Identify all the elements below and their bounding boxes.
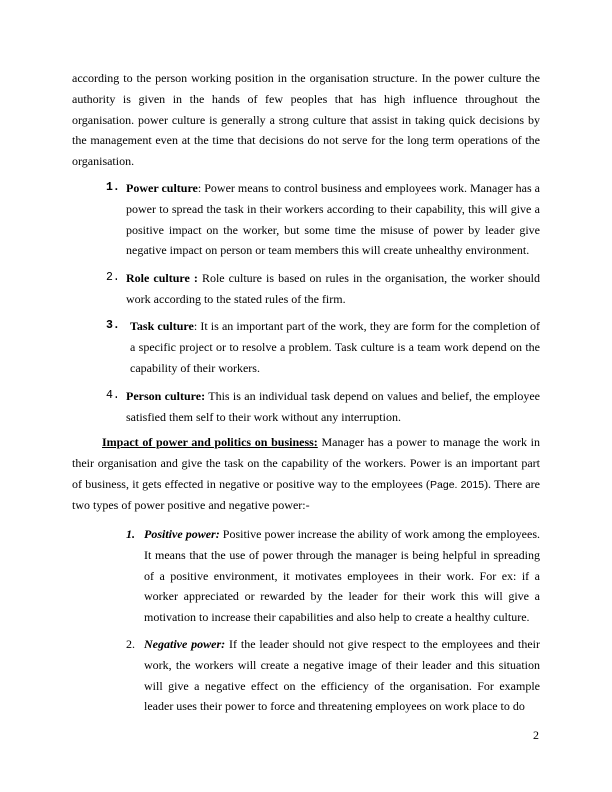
culture-number: 2. xyxy=(106,271,120,284)
culture-title: Role culture : xyxy=(126,271,198,285)
culture-title: Power culture xyxy=(126,181,198,195)
culture-separator: : xyxy=(197,181,205,195)
power-title: Negative power: xyxy=(144,637,226,651)
culture-text: Power means to control business and employees work. Manager has a power to spread the task in their workers according to their capability, this will give a positive impact on the worker, but some time the misuse of power by leader give negative impact on person or team members this will create unhealthy environment. xyxy=(126,181,540,258)
page-number: 2 xyxy=(533,728,539,742)
culture-title: Task culture xyxy=(130,319,194,333)
power-item-negative xyxy=(144,634,540,717)
culture-separator: : xyxy=(193,319,201,333)
impact-text-b: ). There are two types of power positive and negative power:- xyxy=(72,476,541,513)
culture-item-task xyxy=(126,316,540,378)
culture-item-role xyxy=(126,268,540,310)
culture-item-person xyxy=(126,386,540,428)
power-number: 2. xyxy=(126,637,135,651)
intro-paragraph: according to the person working position in the organisation structure. In the power culture the authority is given in the hands of few peoples that has high influence throughout the organisation. power culture is generally a strong culture that assist in taking quick decisions by the management even at the time that decisions do not serve for the long term operations of the organisation. xyxy=(72,71,540,169)
culture-title: Person culture: xyxy=(126,389,206,403)
culture-number: 4. xyxy=(106,389,120,402)
culture-number: 3. xyxy=(106,319,120,332)
culture-item-power xyxy=(126,178,540,261)
impact-heading: Impact of power and politics on business: xyxy=(102,435,318,449)
power-text: If the leader should not give respect to the employees and their work, the workers will create a negative image of their leader and this situation will give a negative effect on the efficiency of the organisation. For example leader uses their power to force and threatening employees on work place to do xyxy=(144,637,540,714)
impact-paragraph xyxy=(72,432,540,516)
culture-text: Role culture is based on rules in the organisation, the worker should work according to the stated rules of the firm. xyxy=(126,271,540,306)
power-item-positive xyxy=(144,524,540,628)
culture-number: 1. xyxy=(106,181,120,194)
culture-text: It is an important part of the work, they are form for the completion of a specific project or to resolve a problem. Task culture is a team work depend on the capability of their workers. xyxy=(130,319,540,375)
power-text: Positive power increase the ability of work among the employees. It means that the use of power through the manager is being helpful in spreading of a positive environment, it motivates employees in their work. For ex: if a worker appreciated or rewarded by the leader for their work this will give a motivation to increase their capabilities and also help to create a healthy culture. xyxy=(144,527,540,625)
power-number: 1. xyxy=(126,527,135,541)
culture-text: This is an individual task depend on values and belief, the employee satisfied them self to their work without any interruption. xyxy=(126,389,540,424)
impact-text-a: Manager has a power to manage the work in their organisation and give the task on the capability of the workers. Power is an important part of business, it gets effected in negative or positive way to the employees ( xyxy=(72,435,540,491)
power-title: Positive power: xyxy=(144,527,220,541)
citation: Page. 2015 xyxy=(430,478,485,491)
